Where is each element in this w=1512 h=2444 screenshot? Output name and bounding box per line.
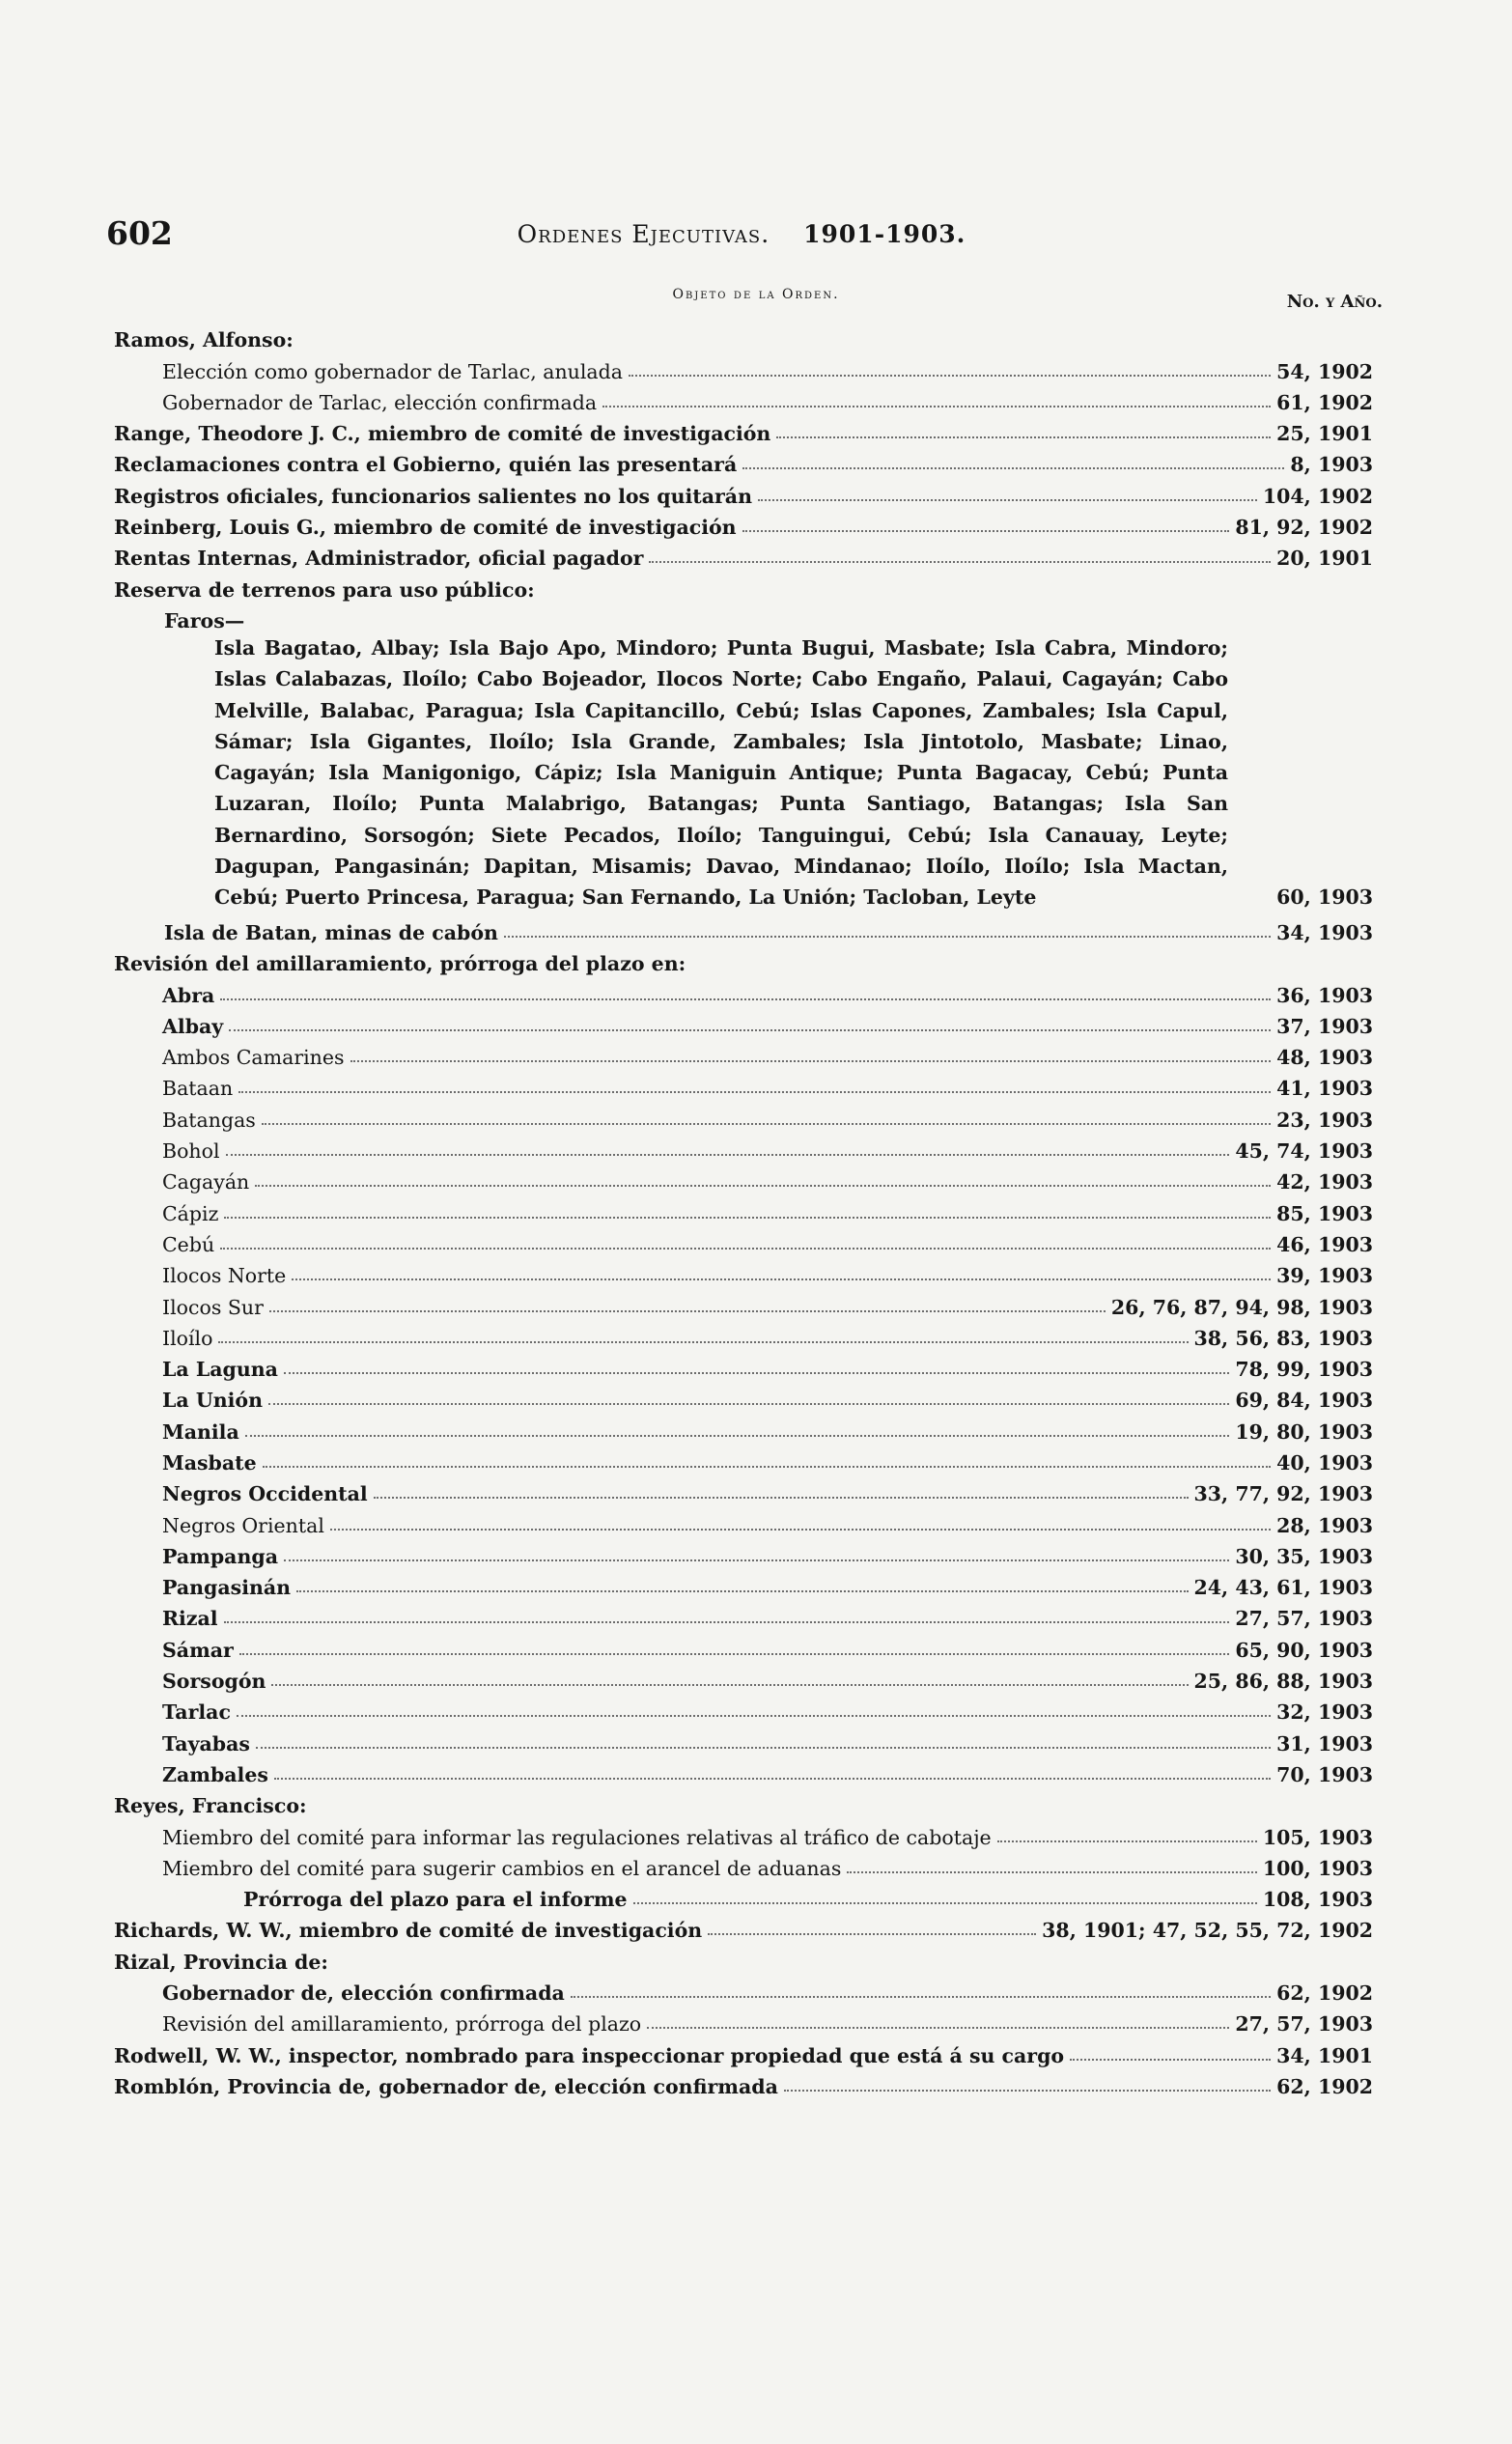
entry-reference: 70, 1903 xyxy=(1276,1762,1373,1786)
entry-reference: 33, 77, 92, 1903 xyxy=(1193,1482,1373,1506)
entry-text: Pampanga xyxy=(162,1544,278,1568)
index-entry xyxy=(162,1007,1373,1038)
entry-reference: 65, 90, 1903 xyxy=(1235,1638,1373,1662)
entry-text: Reyes, Francisco: xyxy=(114,1794,307,1818)
index-entry xyxy=(162,1350,1373,1381)
index-entry xyxy=(162,383,1373,414)
index-entry xyxy=(243,1880,1373,1911)
dot-leader xyxy=(997,1840,1257,1842)
page-header xyxy=(104,214,1379,253)
entry-text: Revisión del amillaramiento, prórroga del plazo xyxy=(162,2012,642,2037)
entry-reference: 38, 56, 83, 1903 xyxy=(1193,1326,1373,1350)
entry-text: Bohol xyxy=(162,1139,220,1164)
entry-text: Reinberg, Louis G., miembro de comité de investigación xyxy=(114,516,737,540)
dot-leader xyxy=(776,436,1271,438)
dot-leader xyxy=(237,1715,1271,1717)
index-entry xyxy=(162,1381,1373,1412)
entry-text: Ambos Camarines xyxy=(162,1046,345,1070)
index-entry xyxy=(114,944,1373,975)
entry-reference: 108, 1903 xyxy=(1262,1888,1373,1912)
dot-leader xyxy=(708,1933,1036,1935)
entry-text: Bataan xyxy=(162,1077,234,1101)
index-entries xyxy=(98,321,1373,2098)
dot-leader xyxy=(239,1653,1229,1655)
index-entry xyxy=(162,1225,1373,1256)
index-entry xyxy=(162,351,1373,382)
dot-leader xyxy=(226,1154,1230,1156)
index-entry xyxy=(162,1256,1373,1287)
index-entry xyxy=(162,1319,1373,1350)
index-entry xyxy=(162,1537,1373,1568)
dot-leader xyxy=(847,1871,1257,1873)
entry-reference: 28, 1903 xyxy=(1276,1513,1373,1537)
index-entry xyxy=(162,1194,1373,1224)
index-entry xyxy=(162,1662,1373,1693)
entry-text: Faros— xyxy=(164,608,245,632)
index-entry xyxy=(114,508,1373,539)
index-entry xyxy=(162,975,1373,1006)
dot-leader xyxy=(256,1747,1271,1749)
index-entry xyxy=(162,1069,1373,1100)
dot-leader xyxy=(224,1217,1271,1219)
index-entry xyxy=(162,1817,1373,1848)
entry-reference: 34, 1903 xyxy=(1276,920,1373,944)
entry-reference: 62, 1902 xyxy=(1276,1981,1373,2006)
index-entry xyxy=(162,1568,1373,1599)
entry-text: Masbate xyxy=(162,1451,257,1475)
entry-text: Rizal xyxy=(162,1607,218,1631)
entry-reference: 27, 57, 1903 xyxy=(1235,2012,1373,2037)
index-entry xyxy=(162,2005,1373,2036)
entry-reference: 39, 1903 xyxy=(1276,1264,1373,1288)
entry-text: Ilocos Norte xyxy=(162,1264,287,1288)
index-entry xyxy=(114,1942,1373,1973)
entry-reference: 34, 1901 xyxy=(1276,2043,1373,2067)
index-entry xyxy=(162,1505,1373,1536)
dot-leader xyxy=(284,1559,1229,1561)
entry-reference: 42, 1903 xyxy=(1276,1170,1373,1194)
entry-reference: 40, 1903 xyxy=(1276,1451,1373,1475)
index-entry-paragraph xyxy=(214,632,1373,913)
index-entry xyxy=(162,1163,1373,1194)
entry-reference: 38, 1901; 47, 52, 55, 72, 1902 xyxy=(1042,1919,1373,1943)
dot-leader xyxy=(263,1466,1271,1468)
index-entry xyxy=(114,570,1373,601)
entry-reference: 20, 1901 xyxy=(1276,547,1373,571)
entry-reference: 19, 80, 1903 xyxy=(1235,1419,1373,1444)
entry-reference: 32, 1903 xyxy=(1276,1700,1373,1725)
entry-text: La Laguna xyxy=(162,1358,278,1382)
dot-leader xyxy=(742,467,1284,469)
dot-leader xyxy=(784,2090,1271,2092)
dot-leader xyxy=(238,1091,1271,1093)
dot-leader xyxy=(602,406,1271,407)
entry-text: Negros Occidental xyxy=(162,1482,368,1506)
dot-leader xyxy=(271,1684,1188,1686)
entry-text: Gobernador de, elección confirmada xyxy=(162,1981,565,2006)
entry-reference: 45, 74, 1903 xyxy=(1235,1139,1373,1164)
dot-leader xyxy=(274,1778,1271,1780)
entry-reference: 105, 1903 xyxy=(1262,1825,1373,1849)
index-entry xyxy=(114,476,1373,507)
dot-leader xyxy=(504,936,1271,938)
dot-leader xyxy=(571,1996,1271,1998)
dot-leader xyxy=(374,1497,1189,1499)
entry-reference: 85, 1903 xyxy=(1276,1201,1373,1225)
index-entry xyxy=(164,913,1373,944)
entry-reference: 61, 1902 xyxy=(1276,390,1373,414)
dot-leader xyxy=(220,998,1271,1000)
entry-text: Elección como gobernador de Tarlac, anulada xyxy=(162,359,623,383)
entry-text: Albay xyxy=(162,1014,224,1038)
running-title xyxy=(104,220,1379,248)
entry-text: Rentas Internas, Administrador, oficial pagador xyxy=(114,547,644,571)
index-entry xyxy=(162,1974,1373,2005)
entry-text: Registros oficiales, funcionarios salientes no los quitarán xyxy=(114,484,752,508)
entry-reference: 100, 1903 xyxy=(1262,1856,1373,1880)
entry-text: Sorsogón xyxy=(162,1670,266,1694)
entry-text: Revisión del amillaramiento, prórroga del plazo en: xyxy=(114,952,686,976)
entry-text: Miembro del comité para sugerir cambios en el arancel de aduanas xyxy=(162,1856,842,1880)
entry-text: Cápiz xyxy=(162,1201,219,1225)
running-title-text: Ordenes Ejecutivas. xyxy=(517,220,770,248)
index-entry xyxy=(114,1911,1373,1942)
entry-text: Gobernador de Tarlac, elección confirmada xyxy=(162,390,598,414)
index-entry xyxy=(162,1599,1373,1630)
index-entry xyxy=(164,602,1373,632)
column-heading-number-year: No. y Año. xyxy=(1286,292,1383,312)
entry-reference: 46, 1903 xyxy=(1276,1232,1373,1256)
entry-text: Sámar xyxy=(162,1638,234,1662)
entry-reference: 23, 1903 xyxy=(1276,1108,1373,1132)
entry-reference: 81, 92, 1902 xyxy=(1235,516,1373,540)
dot-leader xyxy=(229,1029,1271,1031)
entry-text: La Unión xyxy=(162,1389,263,1413)
dot-leader xyxy=(649,561,1271,563)
dot-leader xyxy=(245,1435,1230,1437)
index-entry xyxy=(114,445,1373,476)
entry-text: Cagayán xyxy=(162,1170,250,1194)
entry-text: Ramos, Alfonso: xyxy=(114,328,294,352)
entry-reference: 48, 1903 xyxy=(1276,1046,1373,1070)
running-title-years: 1901-1903. xyxy=(803,220,966,248)
entry-text: Tayabas xyxy=(162,1731,250,1756)
dot-leader xyxy=(262,1123,1271,1125)
dot-leader xyxy=(218,1341,1188,1343)
index-entry xyxy=(114,1786,1373,1817)
entry-text: Isla de Batan, minas de cabón xyxy=(164,920,498,944)
index-entry xyxy=(162,1100,1373,1131)
index-entry xyxy=(162,1724,1373,1755)
dot-leader xyxy=(758,499,1257,501)
dot-leader xyxy=(255,1185,1271,1187)
entry-text: Richards, W. W., miembro de comité de investigación xyxy=(114,1919,703,1943)
entry-text: Iloílo xyxy=(162,1326,213,1350)
entry-text: Pangasinán xyxy=(162,1576,292,1600)
entry-text: Abra xyxy=(162,983,215,1007)
entry-reference: 104, 1902 xyxy=(1262,484,1373,508)
dot-leader xyxy=(330,1529,1271,1531)
entry-text: Isla Bagatao, Albay; Isla Bajo Apo, Mindoro; Punta Bugui, Masbate; Isla Cabra, Mindoro; Islas Calabazas, Iloílo; Cabo Bojeador, Ilocos Norte; Cabo Engaño, Palaui, Cagayán; Cabo Melville, Balabac, Paragua; Isla Capitancillo, Cebú; Islas Capones, Zambales; Isla Capul, Sámar; Isla Gigantes, Iloílo; Isla Grande, Zambales; Isla Jintotolo, Masbate; Linao, Cagayán; Isla Manigonigo, Cápiz; Isla Maniguin Antique; Punta Bagacay, Cebú; Punta Luzaran, Iloílo; Punta Malabrigo, Batangas; Punta Santiago, Batangas; Isla San Bernardino, Sorsogón; Siete Pecados, Iloílo; Tanguingui, Cebú; Isla Canauay, Leyte; Dagupan, Pangasinán; Dapitan, Misamis; Davao, Mindanao; Iloílo, Iloílo; Isla Mactan, Cebú; Puerto Princesa, Paragua; San Fernando, La Unión; Tacloban, Leyte xyxy=(214,635,1228,910)
dot-leader xyxy=(1070,2059,1271,2061)
entry-reference: 24, 43, 61, 1903 xyxy=(1193,1576,1373,1600)
dot-leader xyxy=(742,530,1230,532)
index-entry xyxy=(162,1756,1373,1786)
entry-text: Zambales xyxy=(162,1762,268,1786)
dot-leader xyxy=(292,1278,1271,1280)
entry-reference: 30, 35, 1903 xyxy=(1235,1544,1373,1568)
index-entry xyxy=(162,1630,1373,1661)
entry-reference: 60, 1903 xyxy=(1276,885,1373,910)
entry-reference: 78, 99, 1903 xyxy=(1235,1358,1373,1382)
entry-text: Manila xyxy=(162,1419,239,1444)
entry-text: Rizal, Provincia de: xyxy=(114,1950,328,1974)
index-entry xyxy=(114,2036,1373,2066)
index-entry xyxy=(114,321,1373,351)
entry-text: Cebú xyxy=(162,1232,215,1256)
entry-reference: 26, 76, 87, 94, 98, 1903 xyxy=(1110,1295,1373,1319)
entry-reference: 62, 1902 xyxy=(1276,2074,1373,2098)
index-entry xyxy=(114,414,1373,445)
dot-leader xyxy=(647,2027,1229,2029)
index-entry xyxy=(162,1849,1373,1880)
entry-reference: 69, 84, 1903 xyxy=(1235,1389,1373,1413)
entry-text: Range, Theodore J. C., miembro de comité de investigación xyxy=(114,422,771,446)
entry-text: Reclamaciones contra el Gobierno, quién las presentará xyxy=(114,453,738,477)
page-number: 602 xyxy=(106,214,173,252)
dot-leader xyxy=(629,375,1271,377)
dot-leader xyxy=(269,1310,1106,1312)
entry-reference: 27, 57, 1903 xyxy=(1235,1607,1373,1631)
entry-text: Rodwell, W. W., inspector, nombrado para inspeccionar propiedad que está á su cargo xyxy=(114,2043,1065,2067)
dot-leader xyxy=(224,1621,1230,1623)
index-entry xyxy=(162,1038,1373,1069)
entry-reference: 25, 1901 xyxy=(1276,422,1373,446)
dot-leader xyxy=(268,1403,1229,1405)
entry-text: Negros Oriental xyxy=(162,1513,324,1537)
entry-text: Reserva de terrenos para uso público: xyxy=(114,577,535,602)
dot-leader xyxy=(350,1060,1272,1062)
entry-text: Prórroga del plazo para el informe xyxy=(243,1888,628,1912)
entry-reference: 8, 1903 xyxy=(1290,453,1373,477)
column-heading-object: Objeto de la Orden. xyxy=(672,287,840,302)
dot-leader xyxy=(284,1372,1229,1374)
entry-reference: 31, 1903 xyxy=(1276,1731,1373,1756)
entry-text: Batangas xyxy=(162,1108,256,1132)
index-entry xyxy=(114,539,1373,570)
entry-text: Miembro del comité para informar las regulaciones relativas al tráfico de cabotaje xyxy=(162,1825,992,1849)
index-entry xyxy=(162,1444,1373,1475)
dot-leader xyxy=(633,1902,1257,1904)
index-entry xyxy=(162,1475,1373,1505)
entry-text: Romblón, Provincia de, gobernador de, elección confirmada xyxy=(114,2074,778,2098)
entry-reference: 41, 1903 xyxy=(1276,1077,1373,1101)
entry-reference: 25, 86, 88, 1903 xyxy=(1193,1670,1373,1694)
entry-reference: 37, 1903 xyxy=(1276,1014,1373,1038)
index-entry xyxy=(162,1412,1373,1443)
entry-text: Tarlac xyxy=(162,1700,231,1725)
dot-leader xyxy=(220,1248,1271,1250)
index-entry xyxy=(114,2067,1373,2098)
entry-reference: 54, 1902 xyxy=(1276,359,1373,383)
entry-text: Ilocos Sur xyxy=(162,1295,264,1319)
index-entry xyxy=(162,1287,1373,1318)
dot-leader xyxy=(296,1590,1188,1592)
index-entry xyxy=(162,1132,1373,1163)
entry-reference: 36, 1903 xyxy=(1276,983,1373,1007)
index-entry xyxy=(162,1693,1373,1724)
